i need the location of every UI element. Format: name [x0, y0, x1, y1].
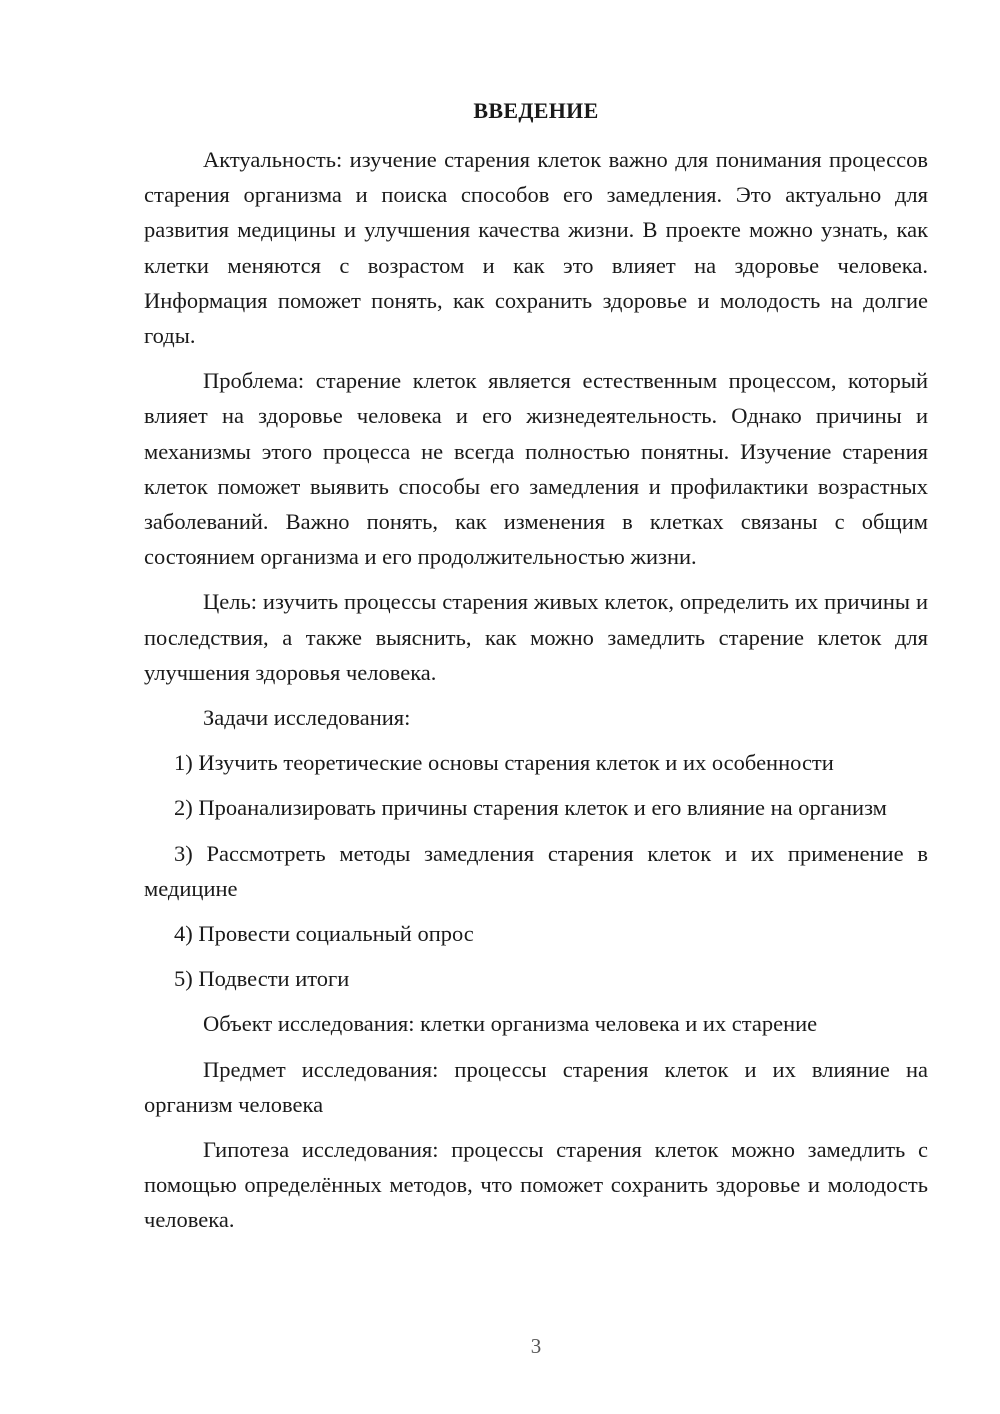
page-number: 3 — [530, 1334, 542, 1358]
research-subject-paragraph: Предмет исследования: процессы старения клеток и их влияние на организм человека — [144, 1056, 928, 1117]
task-item-4: 4) Провести социальный опрос — [174, 921, 474, 947]
research-object-paragraph: Объект исследования: клетки организма человека и их старение — [203, 1011, 818, 1037]
relevance-paragraph: Актуальность: изучение старения клеток важно для понимания процессов старения организма и поиска способов его замедления. Это актуально для развития медицины и улучшения качества жизни. В проекте можно узнать, как клетки меняются с возрастом и как это влияет на здоровье человека. Информация поможет понять, как сохранить здоровье и молодость на долгие годы. — [144, 147, 928, 349]
task-item-1: 1) Изучить теоретические основы старения клеток и их особенности — [174, 750, 834, 776]
hypothesis-paragraph: Гипотеза исследования: процессы старения клеток можно замедлить с помощью определённых методов, что поможет сохранить здоровье и молодость человека. — [144, 1137, 928, 1233]
task-item-5: 5) Подвести итоги — [174, 966, 350, 992]
goal-paragraph: Цель: изучить процессы старения живых клеток, определить их причины и последствия, а также выяснить, как можно замедлить старение клеток для улучшения здоровья человека. — [144, 589, 928, 685]
problem-paragraph: Проблема: старение клеток является естественным процессом, который влияет на здоровье человека и его жизнедеятельность. Однако причины и механизмы этого процесса не всегда полностью понятны. Изучение старения клеток поможет выявить способы его замедления и профилактики возрастных заболеваний. Важно понять, как изменения в клетках связаны с общим состоянием организма и его продолжительностью жизни. — [144, 368, 928, 570]
page-title: ВВЕДЕНИЕ — [473, 98, 599, 123]
task-item-3: 3) Рассмотреть методы замедления старения клеток и их применение в медицине — [144, 840, 928, 901]
document-body — [144, 142, 928, 1248]
task-item-2: 2) Проанализировать причины старения клеток и его влияние на организм — [174, 795, 887, 821]
tasks-heading: Задачи исследования: — [203, 705, 411, 731]
